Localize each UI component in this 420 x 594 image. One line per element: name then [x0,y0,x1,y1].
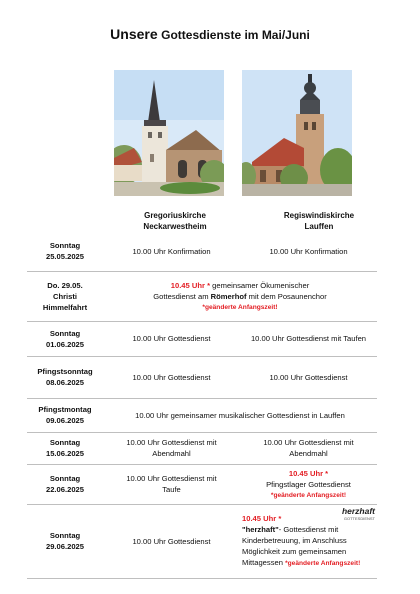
day-cell [27,432,103,464]
service-text: 10.00 Uhr Gottesdienst mit [126,438,217,447]
date-label: 09.06.2025 [45,416,84,425]
title-part2: Gottesdienste im Mai/Juni [161,28,310,42]
day-cell [27,398,103,432]
service-text: Pfingstlager Gottesdienst [266,479,351,489]
service-text: Mittagessen [242,558,283,567]
day-cell [27,504,103,578]
date-label: 29.06.2025 [45,542,84,551]
logo-word: herzhaft [341,505,375,516]
table-row [27,271,377,321]
service-text: Abendmahl [152,449,191,458]
day-cell [27,356,103,398]
service-time: 10.45 Uhr [170,280,205,290]
day-label: Do. 29.05. [47,280,83,290]
service-text: Möglichkeit zum gemeinsamen [242,547,347,556]
service-cell-span: 10.00 Uhr gemeinsamer musikalischer Gottesdienst in Lauffen [103,398,377,432]
column-header-regiswindiskirche [244,210,394,232]
table-row [27,232,377,271]
table-row [27,464,377,504]
day-label: Sonntag [49,328,81,338]
service-cell: 10.00 Uhr Konfirmation [103,232,240,271]
date-label: Christi [52,291,78,301]
date-label: 08.06.2025 [45,378,84,387]
church-place: Neckarwestheim [143,222,207,231]
page-title [0,26,420,42]
date-label: 25.05.2025 [45,252,84,262]
service-text: mit dem Posaunenchor [248,291,327,301]
service-cell: 10.00 Uhr Gottesdienst [103,356,240,398]
service-text: 10.00 Uhr Gottesdienst mit [263,438,354,447]
table-row [27,504,377,578]
table-row [27,321,377,356]
service-text: - Gottesdienst mit [278,525,339,534]
service-text: 10.00 Uhr Gottesdienst mit [126,474,217,483]
service-cell: 10.00 Uhr Konfirmation [240,232,377,271]
logo-subtitle: GOTTESDIENST [343,515,375,521]
service-cell [103,464,240,504]
herzhaft-logo [342,507,375,523]
column-header-gregoriuskirche [100,210,250,232]
time-change-note: *geänderte Anfangszeit! [285,560,361,567]
day-label: Pfingstsonntag [37,367,93,376]
service-cell: 10.00 Uhr Gottesdienst mit Taufen [240,321,377,356]
service-text: Abendmahl [289,449,328,458]
service-text: Gottesdienst am [153,291,209,301]
church-photo-regiswindiskirche [242,70,352,196]
church-place: Lauffen [304,222,334,231]
service-cell: 10.00 Uhr Gottesdienst [103,321,240,356]
service-cell [103,432,240,464]
service-time: 10.45 Uhr [288,468,324,478]
day-label: Sonntag [49,241,81,251]
service-highlight: "herzhaft" [242,525,279,534]
day-cell [27,271,103,321]
time-change-note: *geänderte Anfangszeit! [270,491,347,499]
time-change-note: *geänderte Anfangszeit! [202,303,278,311]
service-place: Römerhof [210,291,247,301]
day-cell [27,321,103,356]
date-label: 22.06.2025 [45,485,84,494]
date-label: 15.06.2025 [45,449,84,458]
service-time: 10.45 Uhr [242,514,277,523]
service-text: gemeinsamer Ökumenischer [212,280,310,290]
service-text: Kinderbetreuung, im Anschluss [242,536,347,545]
day-label: Sonntag [49,474,81,483]
day-label: Pfingstmontag [38,405,92,414]
service-text: Taufe [162,485,181,494]
day-cell [27,232,103,271]
service-cell [240,464,377,504]
time-asterisk: * [207,280,211,290]
day-label: Sonntag [49,438,81,447]
schedule-table [27,232,377,579]
table-row [27,398,377,432]
service-cell [240,504,377,578]
service-cell: 10.00 Uhr Gottesdienst [103,504,240,578]
date-label: 01.06.2025 [45,339,84,349]
church-name: Gregoriuskirche [144,211,206,220]
date-extra-label: Himmelfahrt [42,302,88,312]
day-cell [27,464,103,504]
day-label: Sonntag [49,531,81,540]
service-cell [240,432,377,464]
church-photo-gregoriuskirche [114,70,224,196]
table-row [27,356,377,398]
service-cell: 10.00 Uhr Gottesdienst [240,356,377,398]
church-name: Regiswindiskirche [283,211,355,220]
service-cell-span [103,271,377,321]
table-row [27,432,377,464]
time-asterisk: * [325,468,329,478]
title-part1: Unsere [110,26,158,42]
time-asterisk: * [278,514,282,523]
